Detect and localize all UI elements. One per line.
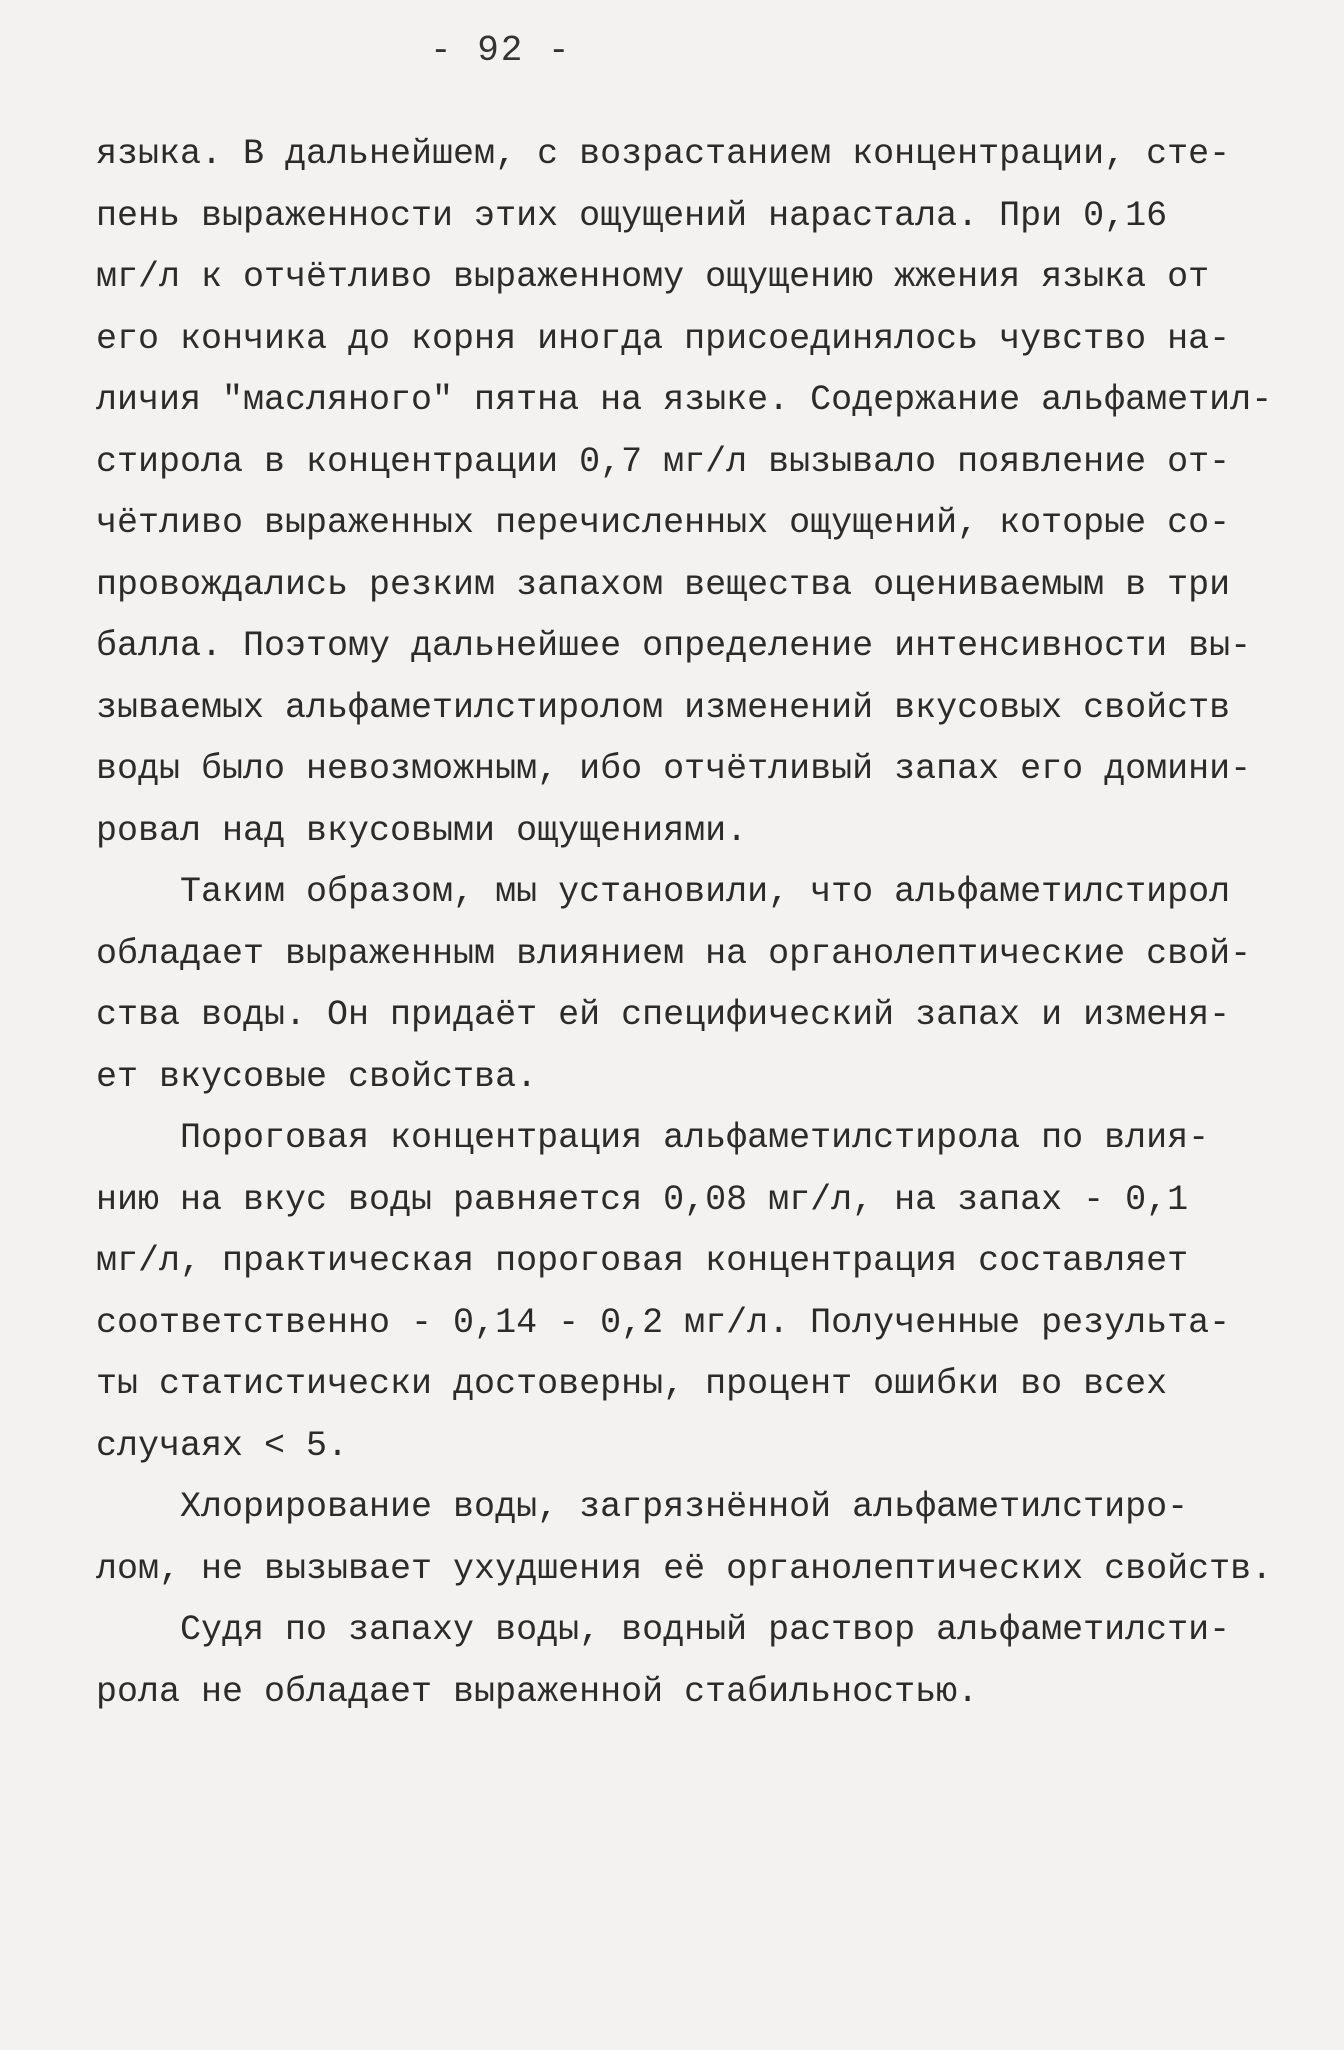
text-line: чётливо выраженных перечисленных ощущений, которые со- — [96, 503, 1231, 543]
text-line: мг/л, практическая пороговая концентрация составляет — [96, 1241, 1189, 1281]
text-line: личия "масляного" пятна на языке. Содержание альфаметил- — [96, 380, 1273, 420]
text-line: мг/л к отчётливо выраженному ощущению жжения языка от — [96, 257, 1210, 297]
text-line: Хлорирование воды, загрязнённой альфаметилстиро- — [96, 1487, 1189, 1527]
text-line: провождались резким запахом вещества оцениваемым в три — [96, 564, 1231, 605]
text-line: ет вкусовые свойства. — [96, 1056, 538, 1097]
text-line: лом, не вызывает ухудшения её органолептических свойств. — [96, 1548, 1273, 1589]
text-line: случаях < 5. — [96, 1425, 349, 1466]
page-number: - 92 - — [430, 30, 572, 71]
text-line: Судя по запаху воды, водный раствор альфаметилсти- — [96, 1610, 1231, 1650]
text-line: обладает выраженным влиянием на органолептические свой- — [96, 933, 1252, 974]
text-line: соответственно - 0,14 - 0,2 мг/л. Полученные результа- — [96, 1302, 1231, 1343]
text-line: ства воды. Он придаёт ей специфический запах и изменя- — [96, 995, 1231, 1035]
text-line: Пороговая концентрация альфаметилстирола по влия- — [96, 1118, 1210, 1158]
text-line: стирола в концентрации 0,7 мг/л вызывало появление от- — [96, 441, 1231, 482]
text-line: воды было невозможным, ибо отчётливый запах его домини- — [96, 749, 1252, 789]
text-line: балла. Поэтому дальнейшее определение интенсивности вы- — [96, 626, 1252, 666]
text-line: зываемых альфаметилстиролом изменений вкусовых свойств — [96, 687, 1231, 728]
text-line: рола не обладает выраженной стабильностью. — [96, 1671, 979, 1712]
text-line: его кончика до корня иногда присоединялось чувство на- — [96, 318, 1231, 359]
text-line: нию на вкус воды равняется 0,08 мг/л, на запах - 0,1 — [96, 1179, 1189, 1220]
body-text — [96, 124, 1276, 1723]
text-line: языка. В дальнейшем, с возрастанием концентрации, сте- — [96, 134, 1231, 174]
text-line: Таким образом, мы установили, что альфаметилстирол — [96, 872, 1231, 912]
text-line: пень выраженности этих ощущений нарастала. При 0,16 — [96, 195, 1168, 236]
text-line: ровал над вкусовыми ощущениями. — [96, 810, 748, 851]
text-line: ты статистически достоверны, процент ошибки во всех — [96, 1364, 1168, 1404]
